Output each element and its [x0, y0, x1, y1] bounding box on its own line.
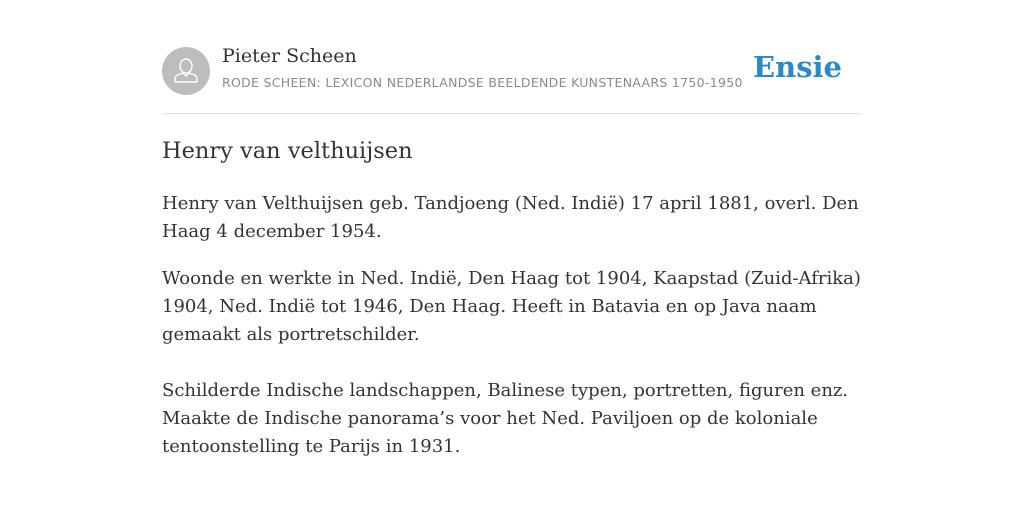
source-title[interactable]: RODE SCHEEN: LEXICON NEDERLANDSE BEELDENDE KUNSTENAARS 1750-1950	[222, 75, 743, 90]
paragraph-work: Schilderde Indische landschappen, Balinese typen, portretten, figuren enz. Maakte de Indische panorama’s voor het Ned. Paviljoen op de koloniale tentoonstelling te Parijs in 1931.	[162, 380, 849, 457]
author-name[interactable]: Pieter Scheen	[222, 45, 357, 67]
article-card	[162, 0, 862, 457]
article-title: Henry van velthuijsen	[162, 138, 413, 164]
user-avatar-icon[interactable]	[162, 47, 210, 95]
article-header	[162, 0, 862, 114]
paragraph-residence: Woonde en werkte in Ned. Indië, Den Haag tot 1904, Kaapstad (Zuid-Afrika) 1904, Ned. Indië tot 1946, Den Haag. Heeft in Batavia en op Java naam gemaakt als portretschilder.	[162, 268, 861, 345]
paragraph-birth-death: Henry van Velthuijsen geb. Tandjoeng (Ned. Indië) 17 april 1881, overl. Den Haag 4 december 1954.	[162, 193, 859, 242]
ensie-logo[interactable]: Ensie	[753, 50, 842, 84]
